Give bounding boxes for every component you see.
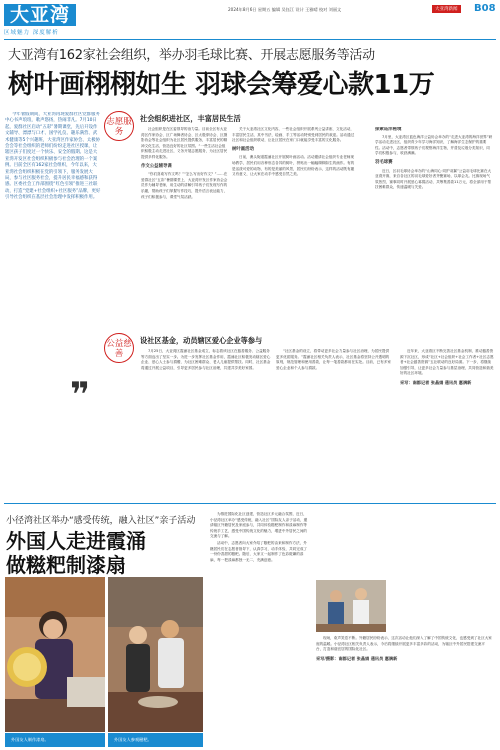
sec1-subtitle2: 树叶画活动 bbox=[232, 146, 254, 152]
caption-2-text: 外国友人参观糍粑。 bbox=[114, 737, 152, 742]
sec1-col-c bbox=[375, 127, 493, 327]
bottom-title-2: 做糍粑制漆扇 bbox=[6, 553, 126, 577]
caption-2 bbox=[108, 733, 203, 747]
dateline: 2024年8月6日 星期五 编辑 吴钰江 设计 王雅晴 校对 刘丽文 bbox=[228, 7, 342, 12]
photo-lacquer-fan-illustration bbox=[5, 577, 105, 732]
masthead-rule bbox=[4, 39, 496, 40]
bottom-col-b bbox=[316, 512, 492, 746]
bottom-kicker: 小径湾社区举办“感受传统，融入社区”亲子活动 bbox=[6, 516, 196, 526]
sec2-body: 7月25日，大亚湾区霞涌社区基金成立，标志着该社区在慈善服务、公益服务等方面迈出了坚实一步。为进一步发挥社区基金作用，霞涌社区积极发动辖区爱心企业、爱心人士参与捐赠，为社区困难群众、老人儿童提供帮扶。同时，社区基金将通过开展公益项目，引导更多居民参与社区治理，共建共享美好家园。 bbox=[141, 349, 271, 370]
sec1c-subtitle2: 羽毛球赛 bbox=[375, 159, 393, 165]
sec1-right2: 日前，澳头街道霞涌社区开展树叶画活动。活动邀请社会组织专业老师现场教学，居民们用各种形态各异的树叶，拼贴出一幅幅栩栩如生的画作。有的是活泼可爱的动物，有的是美丽的风景，居民们纷纷表示，这样的活动既有趣又有意义，让大家在动手中感受自然之美。 bbox=[232, 155, 355, 177]
caption-1-text: 外国友人制作漆扇。 bbox=[11, 737, 49, 742]
caption-1 bbox=[5, 733, 105, 747]
sec1c-subtitle: 探索岛洋秘境 bbox=[375, 127, 402, 132]
charity-badge bbox=[104, 333, 134, 363]
volunteer-badge-label: 志愿服务 bbox=[106, 117, 132, 137]
headline-main: 树叶画栩栩如生 羽球会筹爱心款11万 bbox=[8, 70, 435, 100]
bottom-col-a bbox=[210, 512, 310, 732]
sec1-title: 社会组织进社区，丰富居民生活 bbox=[140, 114, 241, 123]
bottom-body3: 现场，欢声笑语不断。外籍居民纷纷表示，这次活动让他们深入了解了中国传统文化，也感受到了社区大家庭的温暖。小径湾社区相关负责人表示，今后将继续开展更多丰富多彩的活动，为辖区中外居民搭建交流平台，打造和谐宜居的国际化社区。 bbox=[316, 636, 492, 652]
sec2-col-c bbox=[400, 349, 494, 489]
photo-lacquer-fan bbox=[5, 577, 105, 732]
volunteer-badge bbox=[104, 111, 134, 141]
lead-text: 今年暑假期间，大亚湾再现爱群社区党群服务中心书声琅琅，歌声悠扬，热闹非凡。7月10日起，爱群社区启动“五彩”暑期课堂，先后开设作文辅导、漂漂与口才、国学礼仪、趣乐满营、武术健康等5个兴趣班，大亚湾区作家协会、太极协会会等社会组织的老师们纷纷走进社区授课，让辖区孩子们度过一个快乐、安全的假期。这是大亚湾开发区社会组织积极参与社会治理的一个案例。目前全区有162家社会组织，今年以来，大亚湾社会组织积极在党的引领下，服务发展大局，参与社区服务社会，提升居民幸福感和获得感。区委社会工作部围绕“红色引领”推进三社联动，打造“党建+社会组织+社区服务”品牌，更好引导社会组织在基层社会治理中发挥积极作用。 bbox=[5, 112, 101, 201]
sec1-body: 社会组织是在区委领导的治力量。目前全区有大亚湾区作家协会、区广场舞者协会、区太极拳协会、区摄影协会等社会组织为社区居民提供服务，丰富居民的精神文化生活，营造良好的社区氛围。“一些生活社会组织积极主动走进社区，义务开展志愿服务，为社区居民提供多样化服务。 bbox=[141, 127, 228, 159]
photo-spacer bbox=[316, 512, 492, 636]
sec1-right: 关于大亚湾社区文化内容，一些社会组织开展系列公益讲座、文化活动，丰富居民生活，其中书法、绘画、手工等活动特别受到居民的欢迎。活动通过社区和社会组织联动，让社区居民在家门口就能享受丰富的文化服务。 bbox=[232, 127, 355, 143]
sec2-col-b bbox=[276, 349, 392, 489]
sec1-col-a bbox=[141, 127, 229, 327]
mid-rule bbox=[4, 503, 496, 504]
sec1-body2: “你们喜欢写作文吗？”“怎么写出好作文？”……在爱群社区“五彩”暑期课堂上，大亚湾开发区作家协会会员作为辅导老师，用生动的讲解引导孩子们发现写作的乐趣，帮助孩子们掌握写作技巧，提升语言表达能力，孩子们积极参与，课堂气氛活跃。 bbox=[141, 172, 228, 199]
section-tag: 大亚湾新闻 bbox=[432, 5, 461, 13]
sec2-right: 近年来，大亚湾区不断完善社区基金机制，推动慈善资源下沉社区，形成“社区+社会组织+社会工作者+社区志愿者+社会慈善资源”五社联动的良好局面。下一步，将继续加强引导，让更多社会力量参与基层治理，共同营造和谐美好的社区环境。 bbox=[400, 349, 494, 376]
masthead-logo-block bbox=[4, 4, 96, 36]
sec2-title: 设社区基金，动员辖区爱心企业等参与 bbox=[140, 336, 263, 345]
sec1-col-b bbox=[232, 127, 356, 327]
photo-ciba-making bbox=[108, 577, 203, 732]
masthead-slogan: 区域魅力 深度解析 bbox=[4, 30, 59, 36]
lead-column bbox=[5, 112, 101, 372]
bottom-title-1: 外国人走进霞涌 bbox=[6, 529, 146, 553]
quote-mark-icon: ❞ bbox=[70, 375, 90, 415]
sec1c-body: 7月里，大亚湾区蓝色海洋公益协会举办的“走进大亚湾的海洋世界”研学活动走进社区，组织青少年学习海洋知识，了解海洋生态保护的重要性。活动中，志愿者带领孩子们观察海洋生物，并普及垃圾分类知识，同学们积极参与，收获满满。 bbox=[375, 134, 493, 156]
bottom-body1: 为推进国际化社区创建，营造社区多元融合氛围，近日，小径湾社区举办“感受传统，融入社区”国际友人亲子活动，邀请辖区外籍居民及家庭参与，共同体验糍粑制作和漆扇制作等传统手工艺，感受中国传统文化的魅力，增进中外居民之间的交流与了解。 bbox=[210, 512, 308, 539]
sec2-mid: “社区基金的设立，将带动更多社会力量参与社区治理，为居民提供更多优质服务。”霞涌社区相关负责人表示，社区基金将坚持公开透明的原则，规范管理和使用善款，让每一笔善款都用在实处。目前，已有多家爱心企业和个人参与捐款。 bbox=[276, 349, 391, 370]
sec2-credit: 采写：南都记者 张晶娟 通讯员 惠满新 bbox=[400, 379, 472, 385]
bottom-body2: 活动中，志愿者向大家介绍了糍粑的由来和制作方法，外籍居民们在志愿者指导下，认真学习，动手体验，共同完成了一份份香甜的糍粑。随后，大家又一起制作了色彩斑斓的漆扇，每一把漆扇都独一无二，充满创意。 bbox=[210, 540, 308, 562]
sec2-col-a bbox=[141, 349, 271, 489]
page-number: B08 bbox=[474, 3, 496, 14]
masthead-logo: 大亚湾 bbox=[4, 4, 76, 26]
headline-kicker: 大亚湾有162家社会组织，举办羽毛球比赛、开展志愿服务等活动 bbox=[8, 48, 375, 63]
sec1-subtitle: 作文公益辅导课 bbox=[141, 163, 172, 169]
sec1c-body2: 近日，区羽毛球协会举办的“山海同心·同护羽翼”公益羽毛球比赛在大亚湾开赛，来自各社区的羽毛球爱好者齐聚赛场，以球会友。比赛现场气氛热烈，赛事同时开展爱心募捐活动，共筹集善款11万元，将全部用于帮扶困难群众，传递温暖与关爱。 bbox=[375, 168, 492, 190]
photo-ciba-making-illustration bbox=[108, 577, 203, 732]
charity-badge-label: 公益慈善 bbox=[106, 339, 132, 359]
bottom-credit: 采写/摄影：南都记者 张晶娟 通讯员 惠满新 bbox=[316, 655, 398, 661]
